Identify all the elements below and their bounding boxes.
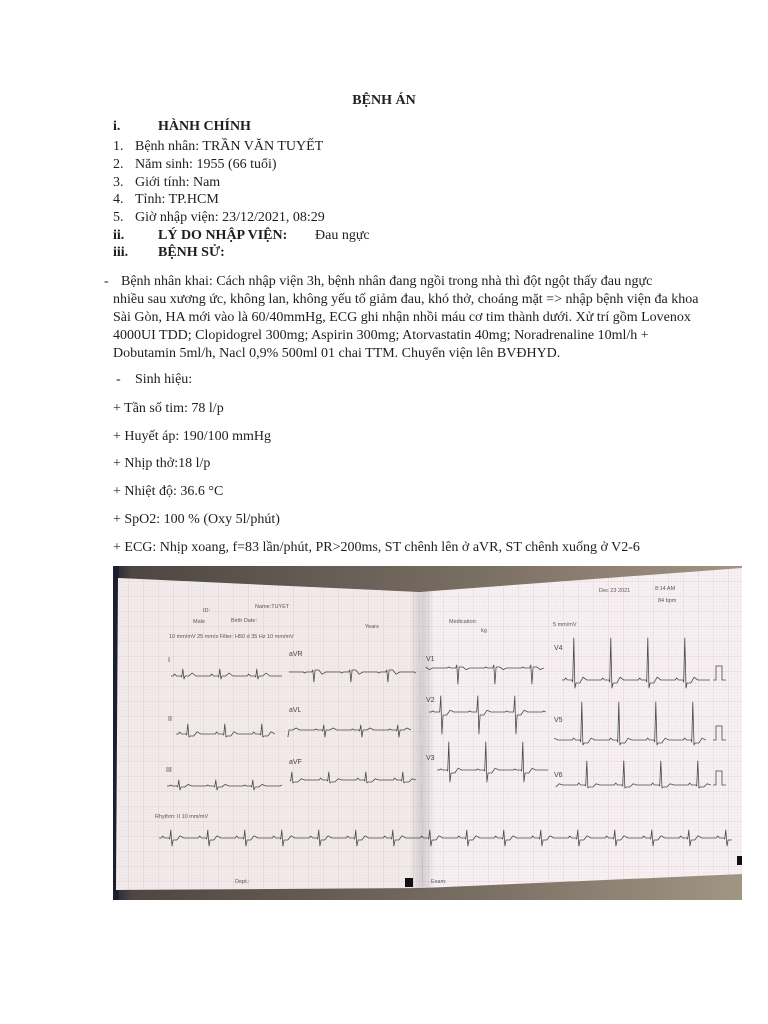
history-line: Dobutamin 5ml/h, Nacl 0,9% 500ml 01 chai TTM. Chuyển viện lên BVĐHYD.: [113, 346, 561, 361]
list-item-number: 1.: [113, 139, 124, 154]
ecg-paper-marker: [405, 878, 413, 887]
ecg-lead-label-v1: V1: [426, 656, 435, 663]
history-line: Bệnh nhân khai: Cách nhập viện 3h, bệnh nhân đang ngồi trong nhà thì đột ngột thấy đau ngực: [121, 274, 653, 289]
ecg-lead-label-avl: aVL: [289, 707, 302, 714]
vital-spo2: + SpO2: 100 % (Oxy 5l/phút): [113, 512, 280, 527]
ecg-settings: 10 mm/mV 25 mm/s Filter: H50 d 35 Hz 10 mm/mV: [169, 634, 294, 640]
ecg-heart-rate: 84 bpm: [658, 598, 677, 604]
document-title: BỆNH ÁN: [352, 93, 416, 108]
admission-reason: Đau ngực: [315, 228, 370, 243]
section-numeral-reason: ii.: [113, 228, 125, 243]
ecg-lead-label-iii: III: [166, 767, 172, 774]
bullet-dash: -: [116, 372, 121, 387]
ecg-age-unit: Years: [365, 624, 379, 630]
section-heading-history: BỆNH SỬ:: [158, 245, 225, 260]
list-item-number: 3.: [113, 175, 124, 190]
history-line: nhiều sau xương ức, không lan, không yếu tố giảm đau, khó thở, choáng mặt => nhập bệnh viện đa khoa: [113, 292, 699, 307]
ecg-lead-label-avf: aVF: [289, 759, 302, 766]
bullet-dash: -: [104, 274, 109, 289]
ecg-lead-label-v6: V6: [554, 772, 563, 779]
ecg-photo: [113, 566, 742, 900]
ecg-rhythm-label: Rhythm: II 10 mm/mV: [155, 814, 209, 820]
ecg-lead-label-avr: aVR: [289, 651, 303, 658]
ecg-lead-label-v4: V4: [554, 645, 563, 652]
ecg-dept-label: Dept.:: [235, 879, 250, 885]
section-numeral-admin: i.: [113, 119, 121, 134]
ecg-lead-label-v3: V3: [426, 755, 435, 762]
ecg-lead-label-ii: II: [168, 716, 172, 723]
ecg-birth-date-label: Birth Date:: [231, 618, 257, 624]
ecg-sex: Male: [193, 619, 205, 625]
vital-heart-rate: + Tần số tim: 78 l/p: [113, 401, 224, 416]
province: Tỉnh: TP.HCM: [135, 192, 219, 207]
ecg-lead-label-v5: V5: [554, 717, 563, 724]
section-heading-admin: HÀNH CHÍNH: [158, 119, 251, 134]
vitals-heading: Sinh hiệu:: [135, 372, 193, 387]
admission-time: Giờ nhập viện: 23/12/2021, 08:29: [135, 210, 325, 225]
history-line: Sài Gòn, HA mới vào là 60/40mmHg, ECG ghi nhận nhồi máu cơ tim thành dưới. Xử trí gồm Lovenox: [113, 310, 691, 325]
ecg-date: Dec 23 2021: [599, 588, 631, 594]
ecg-chest-gain: 5 mm/mV: [553, 622, 577, 628]
ecg-paper-marker: [737, 856, 742, 865]
ecg-id-label: ID:: [203, 608, 211, 614]
ecg-patient-name: Name:TUYET: [255, 604, 290, 610]
vital-blood-pressure: + Huyết áp: 190/100 mmHg: [113, 429, 271, 444]
ecg-medication-label: Medication:: [449, 619, 478, 625]
ecg-time: 8:14 AM: [655, 586, 676, 592]
list-item-number: 4.: [113, 192, 124, 207]
patient-name: Bệnh nhân: TRẦN VĂN TUYẾT: [135, 139, 324, 154]
vital-ecg-summary: + ECG: Nhịp xoang, f=83 lần/phút, PR>200ms, ST chênh lên ở aVR, ST chênh xuống ở V2-6: [113, 540, 640, 555]
history-line: 4000UI TDD; Clopidogrel 300mg; Aspirin 300mg; Atorvastatin 40mg; Noradrenaline 10ml/h +: [113, 328, 649, 343]
birth-year: Năm sinh: 1955 (66 tuổi): [135, 157, 277, 172]
ecg-exam-label: Exam:: [431, 879, 447, 885]
section-numeral-history: iii.: [113, 245, 129, 260]
list-item-number: 2.: [113, 157, 124, 172]
vital-respiratory-rate: + Nhịp thở:18 l/p: [113, 456, 211, 471]
list-item-number: 5.: [113, 210, 124, 225]
section-heading-reason: LÝ DO NHẬP VIỆN:: [158, 228, 288, 243]
vital-temperature: + Nhiệt độ: 36.6 °C: [113, 484, 224, 499]
ecg-lead-label-v2: V2: [426, 697, 435, 704]
gender: Giới tính: Nam: [135, 175, 221, 190]
ecg-weight-unit: kg: [481, 628, 487, 634]
ecg-lead-label-i: I: [168, 657, 170, 664]
